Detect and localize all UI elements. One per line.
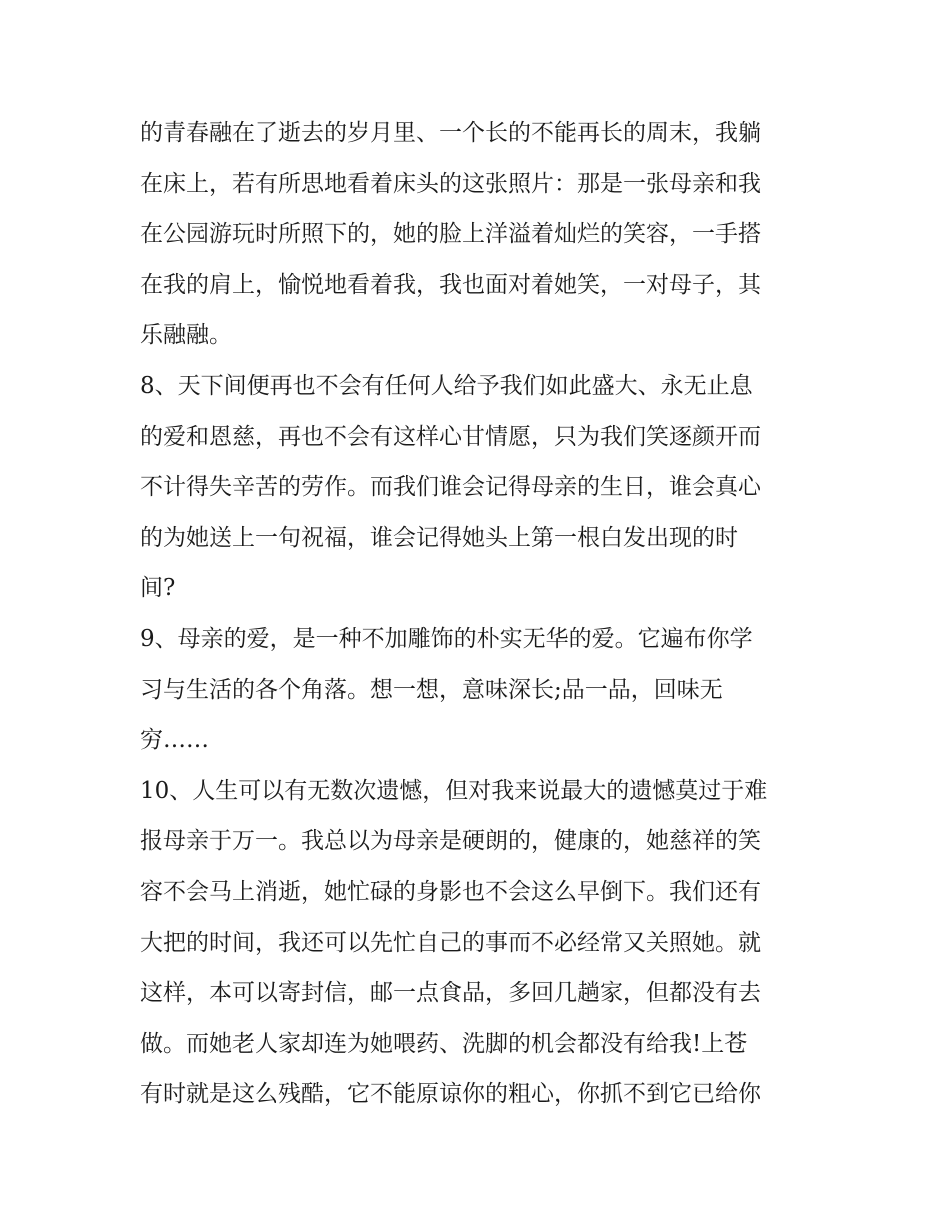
text-line: 间?: [140, 575, 176, 602]
text-line: 在公园游玩时所照下的，她的脸上洋溢着灿烂的笑容，一手搭: [140, 221, 761, 248]
paragraph-10-start: 10、人生可以有无数次遗憾，但对我来说最大的遗憾莫过于难: [140, 777, 768, 804]
text-line: 在我的肩上，愉悦地看着我，我也面对着她笑，一对母子，其: [140, 271, 761, 298]
text-line: 这样，本可以寄封信，邮一点食品，多回几趟家，但都没有去: [140, 980, 761, 1007]
text-line: 乐融融。: [140, 322, 232, 349]
text-line: 不计得失辛苦的劳作。而我们谁会记得母亲的生日，谁会真心: [140, 474, 761, 501]
text-line: 的青春融在了逝去的岁月里、一个长的不能再长的周末，我躺: [140, 120, 761, 146]
text-line: 做。而她老人家却连为她喂药、洗脚的机会都没有给我!上苍: [140, 1030, 748, 1057]
text-line: 的爱和恩慈，再也不会有这样心甘情愿，只为我们笑逐颜开而: [140, 423, 761, 450]
paragraph-9-start: 9、母亲的爱，是一种不加雕饰的朴实无华的爱。它遍布你学: [140, 625, 753, 652]
text-line: 在床上，若有所思地看着床头的这张照片：那是一张母亲和我: [140, 170, 761, 197]
text-line: 报母亲于万一。我总以为母亲是硬朗的，健康的，她慈祥的笑: [140, 828, 761, 855]
body-text: [140, 108, 830, 1120]
text-line: 有时就是这么残酷，它不能原谅你的粗心，你抓不到它已给你: [140, 1081, 761, 1108]
text-line: 穷……: [140, 727, 209, 754]
text-line: 大把的时间，我还可以先忙自己的事而不必经常又关照她。就: [140, 929, 761, 956]
text-line: 容不会马上消逝，她忙碌的身影也不会这么早倒下。我们还有: [140, 878, 761, 905]
paragraph-8-start: 8、天下间便再也不会有任何人给予我们如此盛大、永无止息: [140, 372, 753, 399]
text-line: 习与生活的各个角落。想一想，意味深长;品一品，回味无: [140, 676, 723, 703]
text-line: 的为她送上一句祝福，谁会记得她头上第一根白发出现的时: [140, 524, 738, 551]
